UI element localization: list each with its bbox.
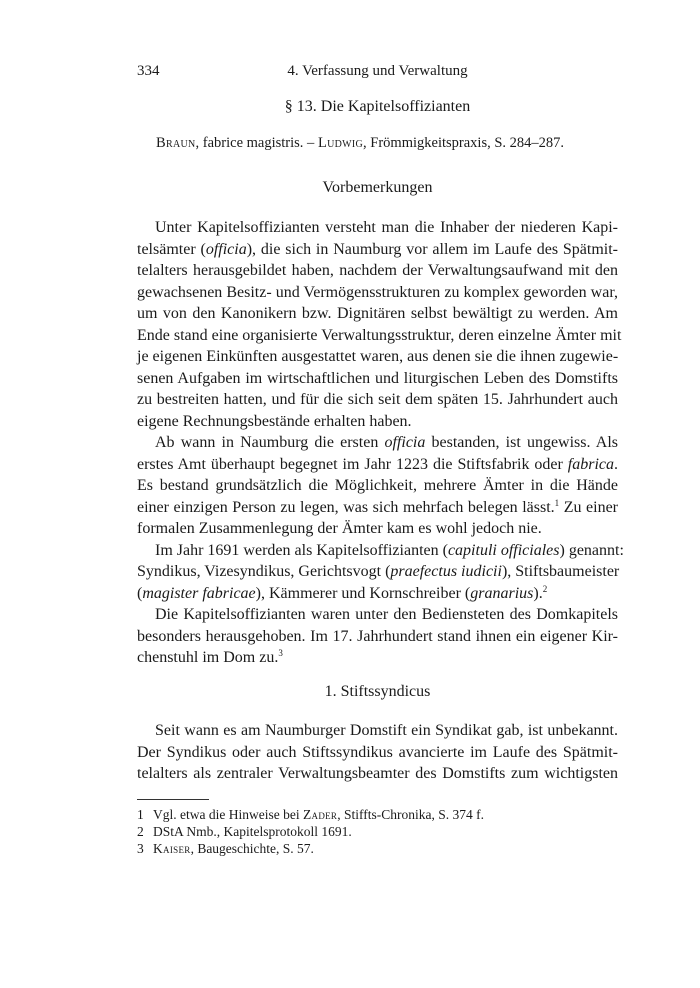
subheading-stiftssyndicus: 1. Stiftssyndicus [324, 683, 431, 700]
text-line: Ab wann in Naumburg die ersten officia bestanden, ist ungewiss. Als [155, 434, 618, 451]
text-line: telalters herausgebildet haben, nachdem der Verwaltungsaufwand mit den [137, 262, 618, 279]
text-line: erstes Amt überhaupt begegnet im Jahr 1223 die Stiftsfabrik oder fabrica. [137, 455, 618, 473]
text-line: Es bestand grundsätzlich die Möglichkeit, mehrere Ämter in die Hände [137, 477, 618, 494]
footnote-number: 1 [137, 807, 144, 822]
text-line: Ende stand eine organisierte Verwaltungsstruktur, deren einzelne Ämter mit [137, 326, 622, 344]
text-line: einer einzigen Person zu legen, was sich mehrfach belegen lässt.$^1$ Zu einer [137, 497, 618, 516]
text-line: telsämter (officia), die sich in Naumburg vor allem im Laufe des Spätmit- [137, 240, 619, 258]
text-line: besonders herausgehoben. Im 17. Jahrhundert stand ihnen ein eigener Kir- [137, 627, 618, 645]
running-title: 4. Verfassung und Verwaltung [287, 63, 468, 79]
bib-author-braun: Braun [156, 135, 196, 151]
section-title: § 13. Die Kapitelsoffizianten [284, 98, 471, 115]
footnote-ref-3: 3 [278, 648, 283, 658]
text-line: je eigenen Einkünften ausgestattet waren, aus denen sie die ihnen zugewie- [137, 348, 619, 365]
text-line: Unter Kapitelsoffizianten versteht man die Inhaber der niederen Kapi- [155, 219, 618, 236]
text-line: um von den Kanonikern bzw. Dignitären selbst bewältigt zu werden. Am [137, 305, 618, 322]
body-text-syndicus [137, 720, 618, 785]
footnote: 3 Kaiser, Baugeschichte, S. 57. [137, 841, 314, 856]
text-line: telalters als zentraler Verwaltungsbeamter des Domstifts zum wichtigsten [137, 765, 618, 782]
text-line: Der Syndikus oder auch Stiftssyndikus avancierte im Laufe des Spätmit- [137, 743, 618, 761]
body-text-intro [137, 217, 624, 669]
footnote-ref-1: 1 [554, 497, 560, 508]
text-line: chenstuhl im Dom zu.$^3$ [137, 648, 283, 666]
subheading-vorbemerkungen: Vorbemerkungen [322, 179, 433, 196]
running-head [137, 63, 618, 83]
bib-author-ludwig: Ludwig [317, 135, 364, 151]
text-line: formalen Zusammenlegung der Ämter kam es wohl jedoch nie. [137, 520, 542, 537]
footnote: 1 Vgl. etwa die Hinweise bei Zader, Stiffts-Chronika, S. 374 f. [137, 807, 484, 822]
footnote-ref-2: 2 [542, 583, 548, 594]
text-line: eigene Rechnungsbestände erhalten haben. [137, 412, 412, 430]
page-number: 334 [137, 63, 160, 79]
footnote-number: 2 [137, 824, 144, 839]
text-line: gewachsenen Besitz- und Vermögensstrukturen zu komplex geworden war, [137, 283, 618, 301]
text-line: Die Kapitelsoffizianten waren unter den Bediensteten des Domkapitels [155, 606, 618, 623]
text-line: (magister fabricae), Kämmerer und Kornschreiber (granarius).$^2$ [137, 583, 548, 602]
text-line: Syndikus, Vizesyndikus, Gerichtsvogt (praefectus iudicii), Stiftsbaumeister [137, 563, 620, 580]
footnote-number: 3 [137, 841, 144, 856]
footnote: 2 DStA Nmb., Kapitelsprotokoll 1691. [137, 824, 352, 839]
bib-work-1: , fabrice magistris. – [195, 135, 318, 151]
text-line: Seit wann es am Naumburger Domstift ein Syndikat gab, ist unbekannt. [155, 722, 618, 739]
footnotes [137, 806, 618, 857]
bibliography-note [156, 135, 626, 152]
bib-work-2: , Frömmigkeitspraxis, S. 284–287. [363, 135, 565, 151]
text-line: zu bestreiten hatten, und für die sich seit dem späten 15. Jahrhundert auch [137, 391, 618, 408]
footnote-divider [137, 799, 209, 800]
text-line: Im Jahr 1691 werden als Kapitelsoffizianten (capituli officiales) genannt: [155, 541, 624, 559]
text-line: senen Aufgaben im wirtschaftlichen und liturgischen Leben des Domstifts [137, 369, 618, 387]
